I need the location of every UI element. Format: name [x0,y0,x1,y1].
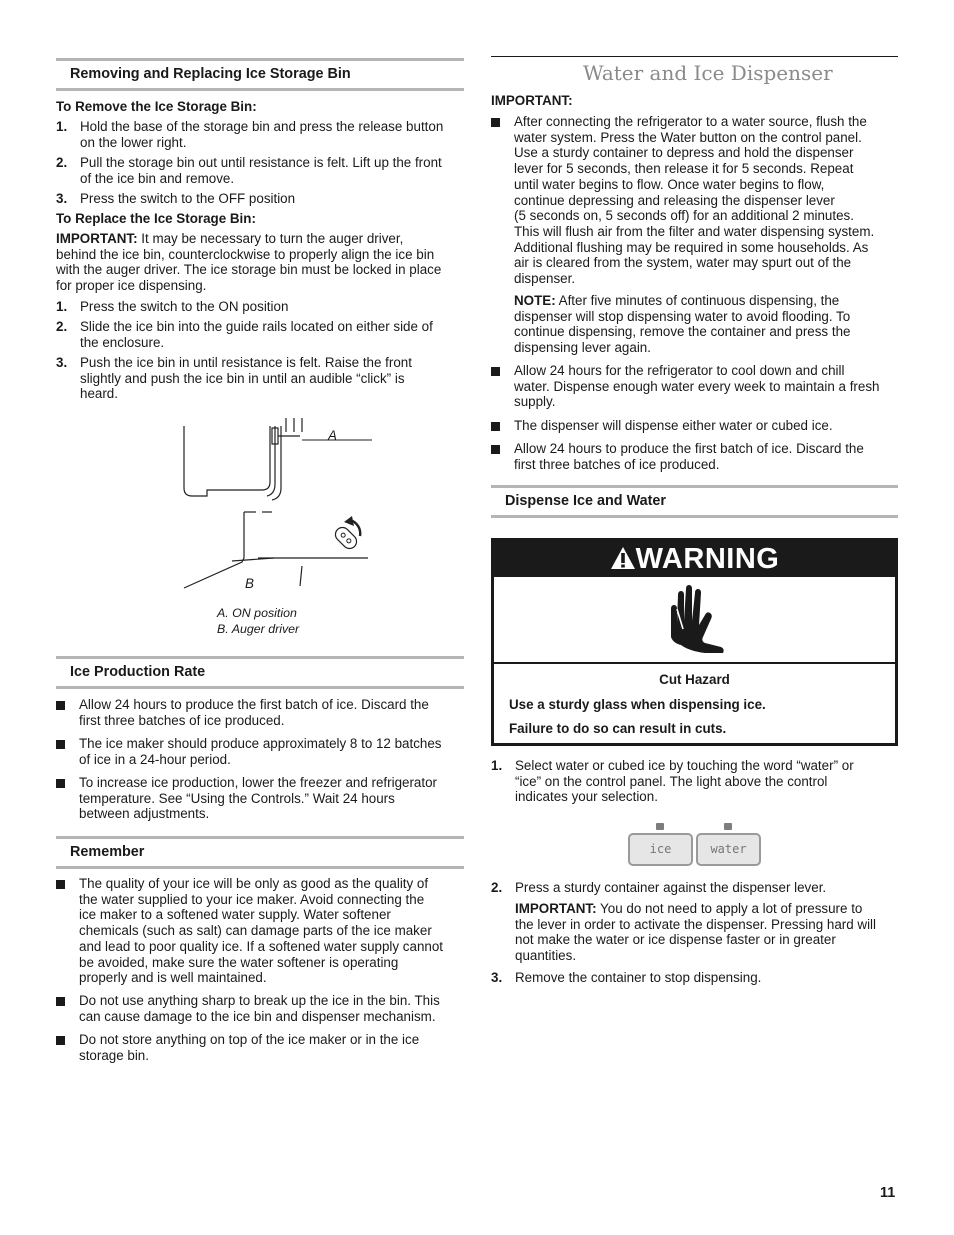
bullet-icon [491,118,500,127]
rate-bullet-1: Allow 24 hours to produce the first batch of ice. Discard the first three batches of ice produced. [56,697,464,729]
warning-line-2: Failure to do so can result in cuts. [509,721,727,736]
auger-driver-icon [333,525,360,552]
rate-bullet-3: To increase ice production, lower the freezer and refrigerator temperature. See “Using the Controls.” Wait 24 hours between adjustments. [56,775,464,823]
warning-box [491,538,898,746]
section-header-dispense [491,485,898,518]
step-2-important-paragraph: IMPORTANT: You do not need to apply a lot of pressure to the lever in order to activate the dispenser. Pressing hard will not make the water or ice dispense faster or in greater quantities. [515,901,876,964]
remove-bin-subheading: To Remove the Ice Storage Bin: [56,99,257,114]
bullet-icon [56,701,65,710]
figure-caption-a: A. ON position [217,606,297,620]
remove-step-2: 2. Pull the storage bin out until resistance is felt. Lift up the front of the ice bin and remove. [56,155,442,186]
warning-bar [494,541,895,577]
warning-triangle-icon [610,546,636,570]
figure-caption-b: B. Auger driver [217,622,300,636]
page-number: 11 [880,1185,896,1201]
warning-line-1: Use a sturdy glass when dispensing ice. [509,697,766,712]
ice-bin-diagram [182,418,372,598]
note-paragraph: NOTE: After five minutes of continuous dispensing, the dispenser will stop dispensing water to avoid flooding. To continue dispensing, remove the container and press the dispensing lever again. [514,293,851,356]
section-header-ice-rate [56,656,464,689]
bullet-icon [491,367,500,376]
ice-indicator-light [656,823,664,830]
ice-button[interactable]: ice [628,833,693,866]
replace-bin-subheading: To Replace the Ice Storage Bin: [56,211,256,226]
section-header-remember [56,836,464,869]
bullet-icon [56,779,65,788]
important-label: IMPORTANT: [491,93,573,108]
bullet-icon [56,997,65,1006]
water-button[interactable]: water [696,833,761,866]
replace-step-3: 3. Push the ice bin in until resistance is felt. Raise the front slightly and push the ice bin in until an audible “click” is heard. [56,355,412,402]
water-indicator-light [724,823,732,830]
figure-label-a: A [328,428,337,443]
replace-important-paragraph: IMPORTANT: It may be necessary to turn the auger driver, behind the ice bin, counterclockwise to properly align the ice bin with the auger driver. The ice storage bin must be locked in place for proper ice dispensing. [56,231,442,294]
warning-divider [494,662,895,664]
section-title: Dispense Ice and Water [505,493,667,509]
remove-step-3: 3. Press the switch to the OFF position [56,191,296,206]
cut-hand-icon [659,585,729,655]
replace-step-1: 1. Press the switch to the ON position [56,299,289,314]
remember-bullet-1: The quality of your ice will be only as good as the quality of the water supplied to your ice maker. Avoid connecting the ice maker to a softened water supply. Water softener chemicals (such as salt) can damage parts of the ice maker and lead to poor quality ice. If a softened water supply cannot be avoided, make sure the water softener is operating properly and is well maintained. [56,876,464,988]
replace-step-2: 2. Slide the ice bin into the guide rails located on either side of the enclosure. [56,319,433,350]
bullet-icon [56,880,65,889]
figure-label-b: B [245,576,254,591]
warning-signal-word: WARNING [635,543,780,575]
bullet-icon [491,422,500,431]
remove-step-1: 1. Hold the base of the storage bin and press the release button on the lower right. [56,119,444,150]
bullet-icon [491,445,500,454]
section-title: Ice Production Rate [70,664,206,680]
section-title: Removing and Replacing Ice Storage Bin [70,66,351,82]
rate-bullet-2: The ice maker should produce approximately 8 to 12 batches of ice in a 24-hour period. [56,736,464,768]
bullet-icon [56,1036,65,1045]
remember-bullet-2: Do not use anything sharp to break up the ice in the bin. This can cause damage to the ice bin and dispenser mechanism. [56,993,464,1025]
page-title: Water and Ice Dispenser [583,61,833,85]
remember-bullet-3: Do not store anything on top of the ice maker or in the ice storage bin. [56,1032,464,1064]
bullet-icon [56,740,65,749]
section-header-remove-bin [56,58,464,91]
top-rule [491,56,898,57]
section-title: Remember [70,844,145,860]
hazard-title: Cut Hazard [659,672,730,687]
